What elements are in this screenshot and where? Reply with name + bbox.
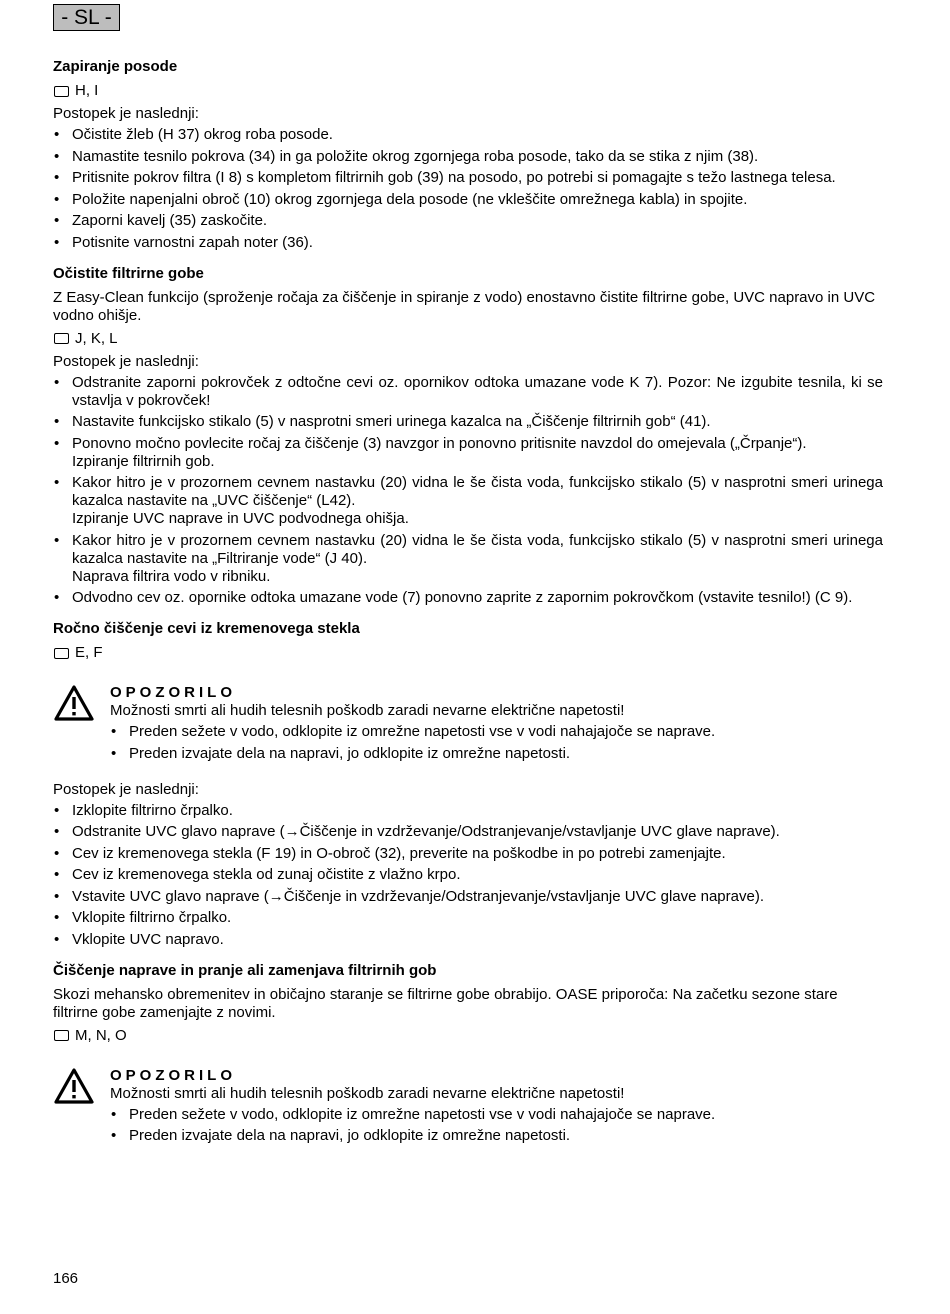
- section-description: Z Easy-Clean funkcijo (sproženje ročaja za čiščenje in spiranje z vodo) enostavno čistite filtrirne gobe, UVC napravo in UVC vodno ohišje.: [53, 288, 876, 324]
- bullet-icon: •: [54, 474, 60, 491]
- bullet-icon: •: [111, 1127, 117, 1144]
- bullet-icon: •: [54, 212, 60, 229]
- list-item: • Kakor hitro je v prozornem cevnem nastavku (20) vidna le še čista voda, funkcijsko stikalo (5) v nasprotni smeri urinega kazalca nastavite na „Filtriranje vode“ (J 40). Naprava filtrira vodo v ribniku.: [54, 531, 883, 585]
- bullet-icon: •: [54, 930, 60, 948]
- list-item: • Preden sežete v vodo, odklopite iz omrežne napetosti vse v vodi nahajajoče se naprave.: [111, 1105, 716, 1123]
- list-item: • Izklopite filtrirno črpalko.: [54, 801, 233, 819]
- list-item: • Očistite žleb (H 37) okrog roba posode.: [54, 126, 333, 143]
- section-title: Čiščenje naprave in pranje ali zamenjava filtrirnih gob: [53, 961, 437, 979]
- warning-icon: [53, 684, 95, 722]
- figure-reference-label: M, N, O: [75, 1026, 127, 1044]
- bullet-icon: •: [111, 723, 117, 740]
- list-item: • Preden sežete v vodo, odklopite iz omrežne napetosti vse v vodi nahajajoče se naprave.: [111, 723, 716, 740]
- list-item: • Cev iz kremenovega stekla (F 19) in O-obroč (32), preverite na poškodbe in po potrebi zamenjajte.: [54, 844, 726, 862]
- bullet-icon: •: [54, 190, 60, 208]
- bullet-icon: •: [54, 866, 60, 883]
- step-list: [53, 126, 883, 252]
- figure-icon: [54, 333, 69, 344]
- list-item: • Zaporni kavelj (35) zaskočite.: [54, 212, 268, 229]
- warning-text: Možnosti smrti ali hudih telesnih poškodb zaradi nevarne električne napetosti!: [110, 702, 625, 719]
- bullet-icon: •: [54, 373, 60, 391]
- figure-reference-label: H, I: [75, 82, 99, 99]
- section-clean-filter-sponges: [53, 264, 883, 608]
- section-device-cleaning: [53, 961, 883, 1146]
- list-item: • Vstavite UVC glavo naprave (→Čiščenje in vzdrževanje/Odstranjevanje/vstavljanje UVC glave naprave).: [54, 887, 764, 905]
- warning-block: [53, 1067, 883, 1146]
- figure-reference: [53, 1027, 883, 1045]
- list-item: • Potisnite varnostni zapah noter (36).: [54, 233, 313, 251]
- section-title: Ročno čiščenje cevi iz kremenovega stekla: [53, 620, 360, 637]
- bullet-icon: •: [54, 531, 60, 549]
- procedure-intro: Postopek je naslednji:: [53, 352, 199, 370]
- step-result: Naprava filtrira vodo v ribniku.: [72, 567, 271, 585]
- bullet-icon: •: [111, 1105, 117, 1123]
- list-item: • Cev iz kremenovega stekla od zunaj očistite z vlažno krpo.: [54, 866, 461, 883]
- bullet-icon: •: [54, 147, 60, 165]
- list-item: • Preden izvajate dela na napravi, jo odklopite iz omrežne napetosti.: [111, 1127, 571, 1144]
- warning-list: [110, 1106, 883, 1146]
- document-body: [53, 57, 883, 1163]
- step-result: Izpiranje UVC naprave in UVC podvodnega ohišja.: [72, 510, 409, 527]
- bullet-icon: •: [54, 823, 60, 840]
- warning-list: [110, 723, 883, 763]
- list-item: • Pritisnite pokrov filtra (I 8) s kompletom filtrirnih gob (39) na posodo, po potrebi si pomagajte s težo lastnega telesa.: [54, 169, 836, 186]
- procedure-intro: Postopek je naslednji:: [53, 105, 199, 122]
- procedure-intro: Postopek je naslednji:: [53, 780, 199, 798]
- warning-block: [53, 684, 883, 763]
- section-quartz-tube-cleaning: [53, 619, 883, 949]
- figure-reference: [53, 644, 883, 662]
- figure-icon: [54, 86, 69, 97]
- step-list: [53, 374, 883, 608]
- step-list: [53, 802, 883, 949]
- warning-text: Možnosti smrti ali hudih telesnih poškodb zaradi nevarne električne napetosti!: [110, 1084, 625, 1102]
- section-description: Skozi mehansko obremenitev in običajno staranje se filtrirne gobe obrabijo. OASE priporoča: Na začetku sezone stare filtrirne gobe zamenjajte z novimi.: [53, 985, 838, 1021]
- section-title: Očistite filtrirne gobe: [53, 264, 204, 282]
- warning-title: OPOZORILO: [110, 684, 236, 701]
- bullet-icon: •: [54, 413, 60, 430]
- bullet-icon: •: [54, 801, 60, 819]
- list-item: • Kakor hitro je v prozornem cevnem nastavku (20) vidna le še čista voda, funkcijsko stikalo (5) v nasprotni smeri urinega kazalca nastavite na „UVC čiščenje“ (L42). Izpiranje UVC naprave in UVC podvodnega ohišja.: [54, 474, 883, 527]
- bullet-icon: •: [111, 744, 117, 762]
- figure-reference-label: J, K, L: [75, 329, 118, 347]
- list-item: • Namastite tesnilo pokrova (34) in ga položite okrog zgornjega roba posode, tako da se stika z njim (38).: [54, 147, 759, 165]
- list-item: • Odstranite zaporni pokrovček z odtočne cevi oz. opornikov odtoka umazane vode K 7). Pozor: Ne izgubite tesnila, ki se vstavlja v pokrovček!: [54, 373, 883, 409]
- warning-icon: [53, 1067, 95, 1105]
- figure-icon: [54, 1030, 69, 1041]
- bullet-icon: •: [54, 844, 60, 862]
- list-item: • Preden izvajate dela na napravi, jo odklopite iz omrežne napetosti.: [111, 744, 571, 762]
- bullet-icon: •: [54, 434, 60, 452]
- list-item: • Vklopite UVC napravo.: [54, 930, 224, 948]
- figure-reference-label: E, F: [75, 644, 103, 661]
- figure-reference: [53, 82, 883, 100]
- bullet-icon: •: [54, 169, 60, 186]
- bullet-icon: •: [54, 589, 60, 606]
- list-item: • Položite napenjalni obroč (10) okrog zgornjega dela posode (ne vkleščite omrežnega kabla) in spojite.: [54, 190, 748, 208]
- list-item: • Vklopite filtrirno črpalko.: [54, 909, 232, 926]
- list-item: • Ponovno močno povlecite ročaj za čiščenje (3) navzgor in ponovno pritisnite navzdol do omejevala („Črpanje“). Izpiranje filtrirnih gob.: [54, 434, 807, 470]
- section-title: Zapiranje posode: [53, 58, 178, 75]
- warning-title: OPOZORILO: [110, 1066, 236, 1084]
- section-closing-container: [53, 57, 883, 252]
- bullet-icon: •: [54, 233, 60, 251]
- bullet-icon: •: [54, 887, 60, 905]
- figure-icon: [54, 648, 69, 659]
- page-number: 166: [53, 1270, 79, 1287]
- language-tab: - SL -: [53, 4, 120, 31]
- bullet-icon: •: [54, 126, 60, 143]
- list-item: • Odvodno cev oz. opornike odtoka umazane vode (7) ponovno zaprite z zapornim pokrovčkom (vstavite tesnilo!) (C 9).: [54, 589, 853, 606]
- list-item: • Nastavite funkcijsko stikalo (5) v nasprotni smeri urinega kazalca na „Čiščenje filtrirnih gob“ (41).: [54, 413, 711, 430]
- bullet-icon: •: [54, 909, 60, 926]
- list-item: • Odstranite UVC glavo naprave (→Čiščenje in vzdrževanje/Odstranjevanje/vstavljanje UVC glave naprave).: [54, 823, 780, 840]
- figure-reference: [53, 330, 883, 348]
- step-result: Izpiranje filtrirnih gob.: [72, 452, 215, 470]
